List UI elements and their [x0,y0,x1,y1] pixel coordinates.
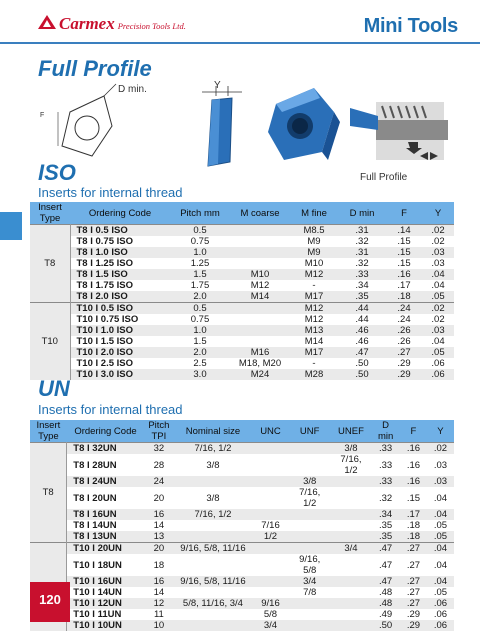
un-table-cell: .04 [427,487,454,509]
un-table-cell: 24 [144,476,173,487]
un-table-cell [252,587,288,598]
un-table-cell: 3/4 [331,543,372,555]
un-table-cell [174,587,253,598]
iso-table-cell: .34 [338,280,386,291]
iso-table-cell: .02 [422,303,454,315]
iso-table-cell: M17 [290,291,338,303]
iso-table-cell: M9 [290,247,338,258]
un-table-cell: 9/16, 5/8, 11/16 [174,543,253,555]
un-table-cell: 3/4 [252,620,288,631]
iso-table-cell: M17 [290,347,338,358]
un-table-cell: 3/8 [331,443,372,455]
iso-table-cell: M14 [230,291,290,303]
un-table-cell [252,476,288,487]
iso-table-cell: M16 [230,347,290,358]
un-table-cell: .06 [427,620,454,631]
un-header-cell: F [400,420,427,443]
un-table-cell: 7/8 [289,587,331,598]
iso-table-cell: .16 [386,269,422,280]
un-table-row [30,554,454,576]
un-table-cell [289,543,331,555]
profile-drawing [40,82,130,172]
iso-table-cell: .35 [338,291,386,303]
un-table-cell [174,554,253,576]
thread-illustration [346,82,450,172]
un-table-cell: 32 [144,443,173,455]
iso-table-row [30,291,454,303]
iso-header-cell: D min [338,202,386,225]
iso-ordering-code-cell: T8 I 1.0 ISO [70,247,170,258]
un-table-cell: .16 [400,476,427,487]
un-table-cell: .05 [427,531,454,543]
iso-table-cell: .06 [422,358,454,369]
iso-table-row [30,358,454,369]
iso-table-cell: .04 [422,269,454,280]
un-table-row [30,531,454,543]
iso-table-cell: M10 [230,269,290,280]
un-ordering-code-cell: T10 I 12UN [67,598,144,609]
un-title: UN [38,376,70,402]
f-label: F [40,112,44,119]
iso-ordering-code-cell: T10 I 3.0 ISO [70,369,170,380]
iso-ordering-code-cell: T10 I 2.5 ISO [70,358,170,369]
un-table-row [30,487,454,509]
un-table-cell: .33 [371,476,400,487]
side-tab [0,212,22,240]
iso-table-cell: 1.75 [170,280,230,291]
iso-table-cell: .44 [338,314,386,325]
un-table-cell [252,443,288,455]
iso-table-row [30,280,454,291]
un-table-row [30,587,454,598]
un-table-cell [252,576,288,587]
un-header-cell: Insert Type [30,420,67,443]
iso-header-cell: Pitch mm [170,202,230,225]
un-table-row [30,476,454,487]
un-table-cell: .33 [371,454,400,476]
un-table-cell: 3/8 [174,487,253,509]
un-table-cell: 14 [144,587,173,598]
un-table-cell: .48 [371,598,400,609]
iso-table-cell: .04 [422,336,454,347]
d-min-label: D min. [118,84,147,95]
un-table-cell: .18 [400,520,427,531]
un-table-cell: 16 [144,509,173,520]
iso-table-cell: .03 [422,258,454,269]
iso-table-cell: .46 [338,336,386,347]
brand-name: Carmex [59,14,115,34]
un-ordering-code-cell: T8 I 20UN [67,487,144,509]
iso-header-cell: M fine [290,202,338,225]
iso-table-cell [230,247,290,258]
un-table-cell: 3/8 [289,476,331,487]
un-table-row [30,576,454,587]
iso-table-cell: .17 [386,280,422,291]
un-table-cell: 5/8, 11/16, 3/4 [174,598,253,609]
un-table-cell [331,554,372,576]
iso-table-cell: .15 [386,236,422,247]
un-table-cell: .47 [371,543,400,555]
iso-table-cell: .15 [386,258,422,269]
iso-ordering-code-cell: T8 I 1.5 ISO [70,269,170,280]
un-table-cell [252,487,288,509]
un-table-cell: 28 [144,454,173,476]
iso-table-row [30,325,454,336]
iso-header-cell: F [386,202,422,225]
un-header-row [30,420,454,443]
un-ordering-code-cell: T8 I 28UN [67,454,144,476]
un-ordering-code-cell: T10 I 11UN [67,609,144,620]
iso-table-cell [230,314,290,325]
un-table-row [30,543,454,555]
un-subtitle: Inserts for internal thread [38,402,183,417]
un-table-cell: .04 [427,554,454,576]
iso-table-cell: 0.5 [170,225,230,237]
iso-table-cell: - [290,358,338,369]
iso-table-row [30,236,454,247]
iso-table-cell: 0.75 [170,236,230,247]
iso-header-cell: M coarse [230,202,290,225]
iso-table-cell: M12 [290,303,338,315]
iso-table-cell: .33 [338,269,386,280]
un-table-row [30,520,454,531]
un-table-cell: .05 [427,520,454,531]
iso-header-cell: Insert Type [30,202,70,225]
un-ordering-code-cell: T10 I 10UN [67,620,144,631]
un-table-row [30,443,454,455]
un-ordering-code-cell: T10 I 16UN [67,576,144,587]
iso-header-cell: Y [422,202,454,225]
iso-ordering-code-cell: T8 I 1.25 ISO [70,258,170,269]
un-table-cell: .06 [427,598,454,609]
un-table-cell: .05 [427,587,454,598]
un-table-cell: 7/16, 1/2 [331,454,372,476]
iso-table-row [30,314,454,325]
un-table-cell [174,531,253,543]
iso-ordering-code-cell: T10 I 2.0 ISO [70,347,170,358]
un-header-cell: Nominal size [174,420,253,443]
iso-table-cell: M28 [290,369,338,380]
un-table-cell: 5/8 [252,609,288,620]
un-table-cell: .04 [427,543,454,555]
un-table-cell [289,509,331,520]
un-table-cell: .27 [400,554,427,576]
un-header-cell: Pitch TPI [144,420,173,443]
un-table-cell: .16 [400,443,427,455]
iso-table-cell: 0.5 [170,303,230,315]
un-ordering-code-cell: T10 I 14UN [67,587,144,598]
iso-header-row [30,202,454,225]
un-table-cell: 7/16, 1/2 [174,509,253,520]
iso-ordering-code-cell: T8 I 0.5 ISO [70,225,170,237]
un-header-cell: UNEF [331,420,372,443]
un-table-cell [331,576,372,587]
un-table-cell: .47 [371,576,400,587]
un-ordering-code-cell: T8 I 16UN [67,509,144,520]
un-ordering-code-cell: T10 I 18UN [67,554,144,576]
un-table-cell: .47 [371,554,400,576]
iso-header-cell: Ordering Code [70,202,170,225]
un-table-cell: .33 [371,443,400,455]
un-header-cell: Y [427,420,454,443]
iso-table-cell: .27 [386,347,422,358]
un-table-cell [252,554,288,576]
iso-table-cell [230,258,290,269]
iso-table-cell: .02 [422,314,454,325]
un-table-cell: .35 [371,531,400,543]
un-table-cell: 3/8 [174,454,253,476]
iso-ordering-code-cell: T8 I 1.75 ISO [70,280,170,291]
iso-table-cell: .50 [338,369,386,380]
iso-table-cell: M10 [290,258,338,269]
un-table-row [30,509,454,520]
iso-table-row [30,303,454,315]
section-header-title: Mini Tools [364,15,458,38]
iso-table-cell: .03 [422,247,454,258]
un-table-cell: .27 [400,598,427,609]
iso-table-cell: .31 [338,225,386,237]
un-table-cell: 12 [144,598,173,609]
iso-table-cell: 2.0 [170,291,230,303]
un-table-cell [331,598,372,609]
iso-table-cell: .15 [386,247,422,258]
iso-table-cell: .26 [386,325,422,336]
brand-subtitle: Precision Tools Ltd. [118,21,186,31]
iso-table-cell [230,336,290,347]
iso-table-row [30,258,454,269]
iso-table-cell: 2.5 [170,358,230,369]
un-table-cell [289,454,331,476]
iso-table-cell: .47 [338,347,386,358]
iso-table-cell: .46 [338,325,386,336]
un-table-cell [289,443,331,455]
un-table-cell: 20 [144,543,173,555]
iso-table-cell: 1.5 [170,269,230,280]
iso-table-cell: .05 [422,347,454,358]
un-table-row [30,454,454,476]
iso-table-cell: .24 [386,314,422,325]
iso-table-cell [230,325,290,336]
un-table-row [30,609,454,620]
iso-table-cell: M12 [230,280,290,291]
iso-ordering-code-cell: T10 I 0.75 ISO [70,314,170,325]
iso-table-row [30,347,454,358]
un-table-cell: .15 [400,487,427,509]
un-table-cell: .27 [400,543,427,555]
un-table-cell [174,609,253,620]
un-table-cell: .03 [427,454,454,476]
un-table-cell [331,487,372,509]
un-table-cell: 10 [144,620,173,631]
iso-table-cell [230,236,290,247]
un-table-cell [289,598,331,609]
un-table-cell: 7/16 [252,520,288,531]
full-profile-caption: Full Profile [360,172,407,183]
un-header-cell: UNC [252,420,288,443]
iso-table-cell [230,303,290,315]
page-header [0,0,480,42]
un-table-cell: .29 [400,609,427,620]
un-table-cell [174,520,253,531]
un-table-cell: 9/16 [252,598,288,609]
iso-table-cell: 2.0 [170,347,230,358]
iso-table-cell: M24 [230,369,290,380]
un-table-row [30,598,454,609]
un-table-cell [331,520,372,531]
un-table-cell [331,531,372,543]
iso-table-row [30,247,454,258]
un-header-cell: UNF [289,420,331,443]
iso-table-cell: .06 [422,369,454,380]
iso-table-cell: 1.5 [170,336,230,347]
un-table-cell [252,454,288,476]
un-table-cell: .02 [427,443,454,455]
iso-table-cell: .24 [386,303,422,315]
iso-table-cell: .29 [386,358,422,369]
un-ordering-code-cell: T8 I 24UN [67,476,144,487]
un-table-cell: .29 [400,620,427,631]
un-table-cell: .27 [400,576,427,587]
iso-subtitle: Inserts for internal thread [38,185,183,200]
un-table-cell: 16 [144,576,173,587]
iso-table-cell: 0.75 [170,314,230,325]
iso-insert-type-cell: T10 [30,303,70,381]
un-table-cell: .04 [427,576,454,587]
iso-table-cell: M9 [290,236,338,247]
carmex-logo [38,14,186,34]
iso-table-cell: .32 [338,236,386,247]
iso-table-cell: .02 [422,225,454,237]
un-table [30,420,454,631]
un-table-cell: 7/16, 1/2 [174,443,253,455]
iso-table-cell: .29 [386,369,422,380]
iso-ordering-code-cell: T10 I 1.5 ISO [70,336,170,347]
un-table-cell: 3/4 [289,576,331,587]
un-table-cell: .04 [427,509,454,520]
un-table-cell: 18 [144,554,173,576]
un-table-cell [331,476,372,487]
iso-table-cell: .50 [338,358,386,369]
iso-table-cell: 3.0 [170,369,230,380]
iso-ordering-code-cell: T8 I 0.75 ISO [70,236,170,247]
un-table-cell: .17 [400,509,427,520]
page-number: 120 [30,582,70,622]
un-ordering-code-cell: T8 I 14UN [67,520,144,531]
un-table-cell: .27 [400,587,427,598]
blade-side-view [194,82,250,172]
un-table-cell: .50 [371,620,400,631]
header-divider [0,42,480,44]
iso-table-cell: .14 [386,225,422,237]
iso-table-cell: 1.0 [170,325,230,336]
un-insert-type-cell: T8 [30,443,67,543]
un-table-cell: 14 [144,520,173,531]
iso-table-cell: 1.25 [170,258,230,269]
un-header-cell: Ordering Code [67,420,144,443]
un-table-cell [289,520,331,531]
un-ordering-code-cell: T10 I 20UN [67,543,144,555]
iso-table-cell: M13 [290,325,338,336]
iso-table-row [30,369,454,380]
iso-table-cell: M8.5 [290,225,338,237]
iso-table-cell: .44 [338,303,386,315]
iso-table-cell: .02 [422,236,454,247]
iso-table [30,202,454,380]
un-table-cell [331,609,372,620]
un-table-cell: .34 [371,509,400,520]
un-table-cell: 1/2 [252,531,288,543]
iso-table-cell [230,225,290,237]
insert-image [262,82,342,172]
iso-table-cell: .32 [338,258,386,269]
iso-table-cell: - [290,280,338,291]
y-label: Y [214,80,221,91]
un-table-cell: 9/16, 5/8, 11/16 [174,576,253,587]
iso-ordering-code-cell: T8 I 2.0 ISO [70,291,170,303]
iso-table-cell: M18, M20 [230,358,290,369]
un-table-cell [289,609,331,620]
un-table-cell: 9/16, 5/8 [289,554,331,576]
un-table-cell: 11 [144,609,173,620]
un-table-cell [289,531,331,543]
iso-table-cell: M12 [290,269,338,280]
un-table-cell: 20 [144,487,173,509]
iso-table-cell: .31 [338,247,386,258]
un-table-cell [174,476,253,487]
iso-table-cell: M12 [290,314,338,325]
iso-table-cell: 1.0 [170,247,230,258]
un-table-cell [252,509,288,520]
iso-title: ISO [38,160,76,186]
iso-table-row [30,269,454,280]
iso-ordering-code-cell: T10 I 1.0 ISO [70,325,170,336]
iso-table-row [30,225,454,237]
un-table-cell: .48 [371,587,400,598]
un-ordering-code-cell: T8 I 13UN [67,531,144,543]
iso-table-row [30,336,454,347]
iso-table-cell: .03 [422,325,454,336]
iso-table-cell: .18 [386,291,422,303]
iso-table-cell: .05 [422,291,454,303]
un-header-cell: D min [371,420,400,443]
page-title: Full Profile [38,56,152,82]
carmex-logo-mark [38,15,56,29]
un-table-cell: .03 [427,476,454,487]
iso-insert-type-cell: T8 [30,225,70,303]
un-ordering-code-cell: T8 I 32UN [67,443,144,455]
un-table-cell [331,587,372,598]
iso-table-cell: M14 [290,336,338,347]
un-table-cell: .16 [400,454,427,476]
un-table-cell: .06 [427,609,454,620]
iso-table-cell: .26 [386,336,422,347]
un-table-cell [331,509,372,520]
un-table-cell: 7/16, 1/2 [289,487,331,509]
iso-ordering-code-cell: T10 I 0.5 ISO [70,303,170,315]
un-table-cell [252,543,288,555]
un-table-cell: .18 [400,531,427,543]
un-table-cell: .32 [371,487,400,509]
iso-table-cell: .04 [422,280,454,291]
un-table-cell: .49 [371,609,400,620]
un-table-cell: .35 [371,520,400,531]
un-table-cell: 13 [144,531,173,543]
